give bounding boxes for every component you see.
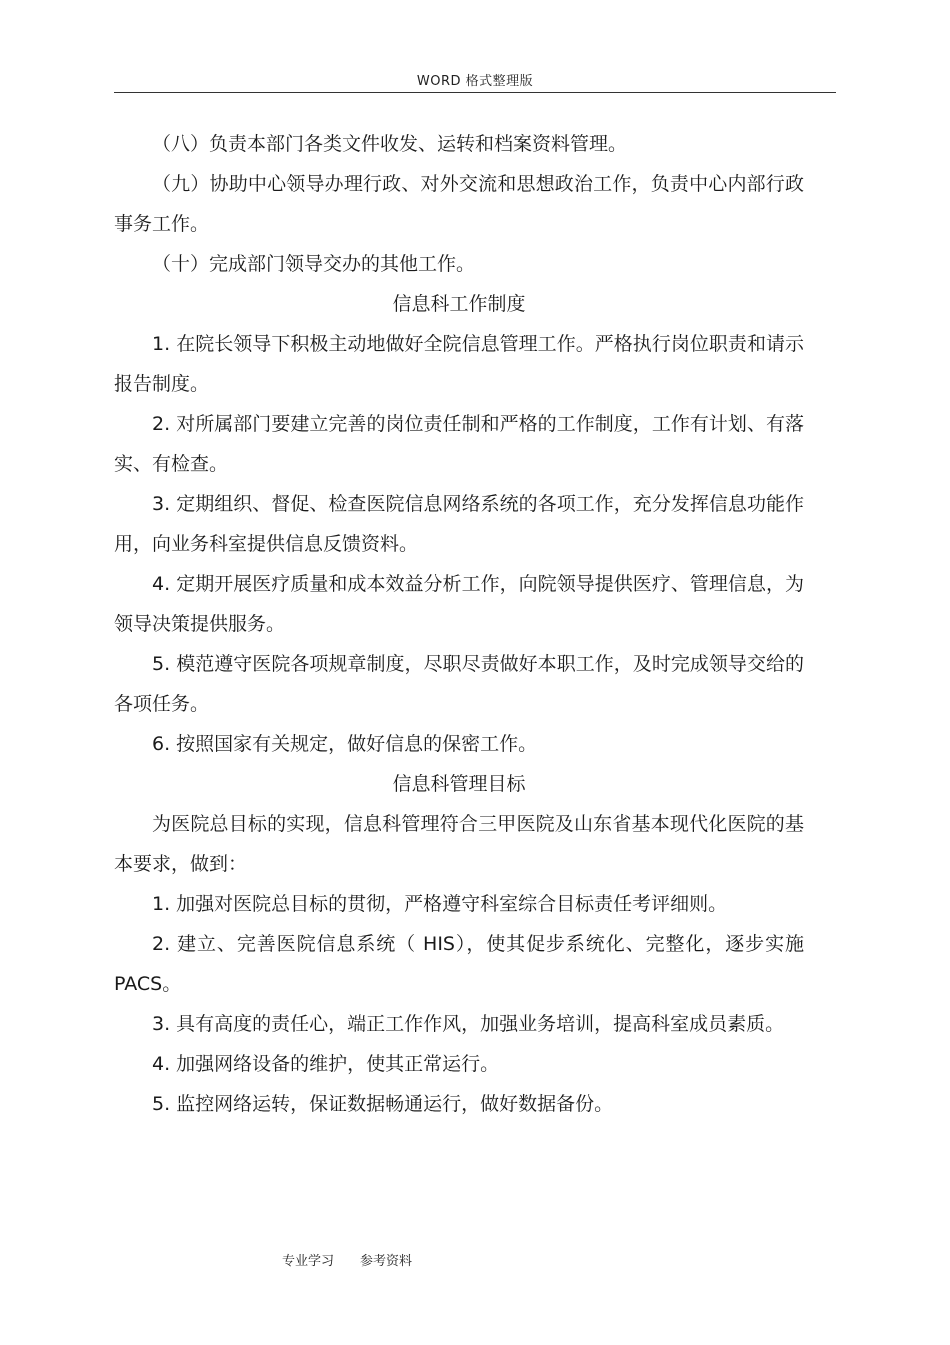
paragraph: （九）协助中心领导办理行政、对外交流和思想政治工作，负责中心内部行政事务工作。: [114, 173, 804, 235]
paragraph: 4. 加强网络设备的维护，使其正常运行。: [152, 1053, 500, 1075]
paragraph: 1. 在院长领导下积极主动地做好全院信息管理工作。严格执行岗位职责和请示报告制度。: [114, 333, 804, 395]
section-heading: 信息科工作制度: [392, 293, 526, 315]
paragraph: （八）负责本部门各类文件收发、运转和档案资料管理。: [152, 133, 628, 155]
header-divider: [114, 92, 836, 93]
footer-right-text: 参考资料: [360, 1254, 413, 1269]
footer-left-text: 专业学习: [282, 1254, 335, 1269]
paragraph: 3. 定期组织、督促、检查医院信息网络系统的各项工作，充分发挥信息功能作用，向业务科室提供信息反馈资料。: [114, 493, 804, 555]
paragraph: 2. 对所属部门要建立完善的岗位责任制和严格的工作制度，工作有计划、有落实、有检查。: [114, 413, 804, 475]
page-footer: [282, 1250, 412, 1269]
paragraph: 3. 具有高度的责任心，端正工作作风，加强业务培训，提高科室成员素质。: [152, 1013, 785, 1035]
page-header: WORD 格式整理版: [416, 74, 534, 89]
paragraph: 4. 定期开展医疗质量和成本效益分析工作，向院领导提供医疗、管理信息，为领导决策提供服务。: [114, 573, 804, 635]
paragraph: 2. 建立、完善医院信息系统（ HIS），使其促步系统化、完整化，逐步实施 PACS。: [114, 933, 804, 995]
paragraph: 1. 加强对医院总目标的贯彻，严格遵守科室综合目标责任考评细则。: [152, 893, 728, 915]
paragraph: 5. 监控网络运转，保证数据畅通运行，做好数据备份。: [152, 1093, 614, 1115]
paragraph: 6. 按照国家有关规定，做好信息的保密工作。: [152, 733, 538, 755]
section-heading: 信息科管理目标: [392, 773, 526, 795]
document-body: [114, 124, 804, 1124]
paragraph: （十）完成部门领导交办的其他工作。: [152, 253, 476, 275]
paragraph: 5. 模范遵守医院各项规章制度，尽职尽责做好本职工作，及时完成领导交给的各项任务。: [114, 653, 804, 715]
paragraph: 为医院总目标的实现，信息科管理符合三甲医院及山东省基本现代化医院的基本要求，做到：: [114, 813, 804, 875]
